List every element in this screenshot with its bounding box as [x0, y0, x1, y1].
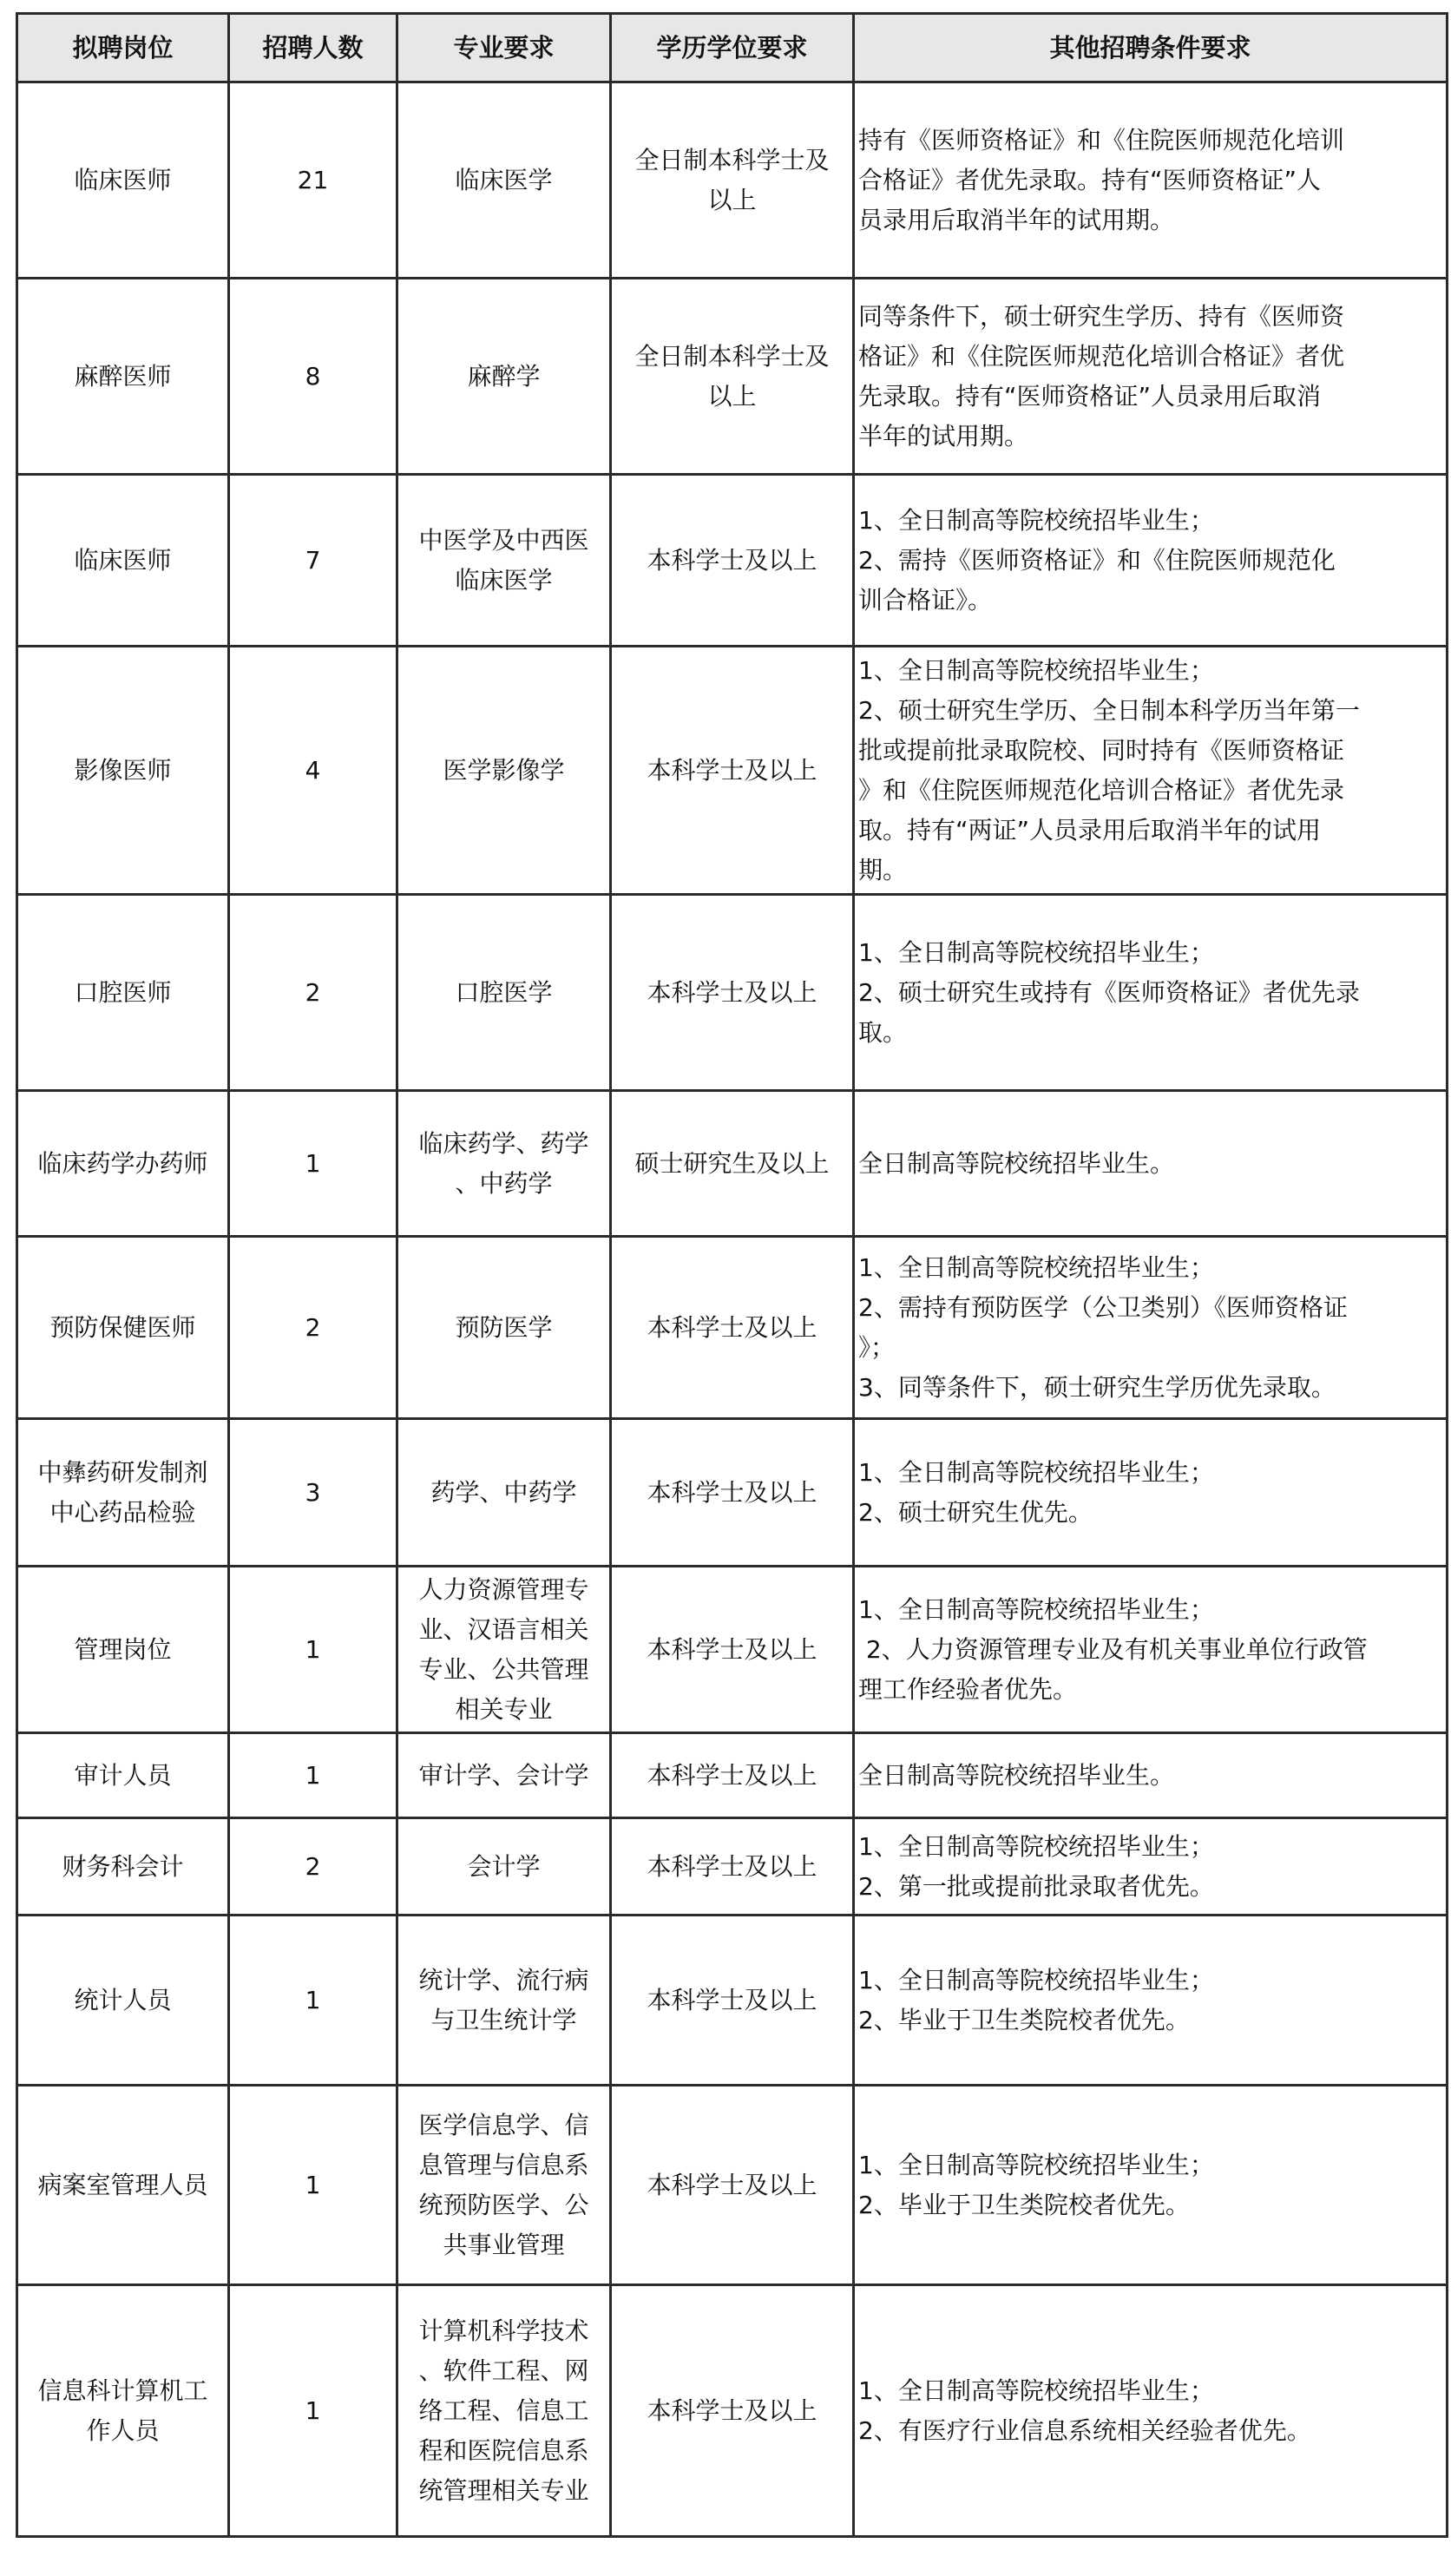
cell-other-requirements-line: 员录用后取消半年的试用期。 [858, 205, 1175, 234]
cell-major-line: 医学影像学 [443, 755, 565, 785]
cell-major [397, 1091, 611, 1237]
cell-other-requirements [854, 1091, 1448, 1237]
cell-other-requirements [854, 1237, 1448, 1419]
cell-major-line: 计算机科学技术 [418, 2316, 589, 2345]
cell-major [397, 1419, 611, 1567]
table-row [17, 279, 1448, 475]
cell-major [397, 82, 611, 279]
cell-major-line: 程和医院信息系 [418, 2435, 589, 2465]
cell-degree [611, 647, 854, 895]
cell-major [397, 2086, 611, 2285]
cell-major-line: 统预防医学、公 [418, 2190, 589, 2219]
cell-position: 口腔医师 [17, 895, 229, 1091]
cell-position-line: 作人员 [86, 2415, 160, 2445]
cell-other-requirements-line: 训合格证》。 [858, 585, 993, 614]
cell-major-line: 临床医学 [455, 565, 553, 595]
cell-major-line: 审计学、会计学 [418, 1760, 589, 1790]
cell-other-requirements [854, 82, 1448, 279]
cell-other-requirements-line: 2、硕士研究生或持有《医师资格证》者优先录 [858, 977, 1360, 1007]
cell-count: 2 [229, 1237, 397, 1419]
table-row [17, 1818, 1448, 1916]
cell-major-line: 医学信息学、信 [418, 2110, 589, 2139]
cell-other-requirements-line: 1、全日制高等院校统招毕业生； [858, 1252, 1214, 1282]
table-row [17, 2086, 1448, 2285]
cell-count: 21 [229, 82, 397, 279]
cell-other-requirements-line: 批或提前批录取院校、同时持有《医师资格证 [858, 735, 1345, 765]
cell-other-requirements-line: 2、需持有预防医学（公卫类别）《医师资格证 [858, 1292, 1348, 1322]
table-row [17, 1091, 1448, 1237]
cell-major-line: 中医学及中西医 [418, 525, 589, 555]
cell-other-requirements-line: 》和《住院医师规范化培训合格证》者优先录 [858, 775, 1345, 805]
table-row [17, 895, 1448, 1091]
header-count: 招聘人数 [229, 14, 397, 82]
table-row [17, 82, 1448, 279]
cell-other-requirements-line: 2、毕业于卫生类院校者优先。 [858, 2190, 1190, 2219]
cell-other-requirements-line: 1、全日制高等院校统招毕业生； [858, 1594, 1214, 1624]
cell-other-requirements-line: 格证》和《住院医师规范化培训合格证》者优 [858, 341, 1345, 371]
table-header-row [17, 14, 1448, 82]
cell-count: 1 [229, 1091, 397, 1237]
cell-other-requirements [854, 1916, 1448, 2086]
cell-major-line: 统计学、流行病 [418, 1965, 589, 1994]
table-row [17, 475, 1448, 647]
cell-position: 统计人员 [17, 1916, 229, 2086]
cell-other-requirements [854, 1733, 1448, 1818]
cell-degree-line: 本科学士及以上 [647, 977, 817, 1007]
cell-degree-line: 本科学士及以上 [647, 1985, 817, 2014]
cell-degree [611, 1237, 854, 1419]
cell-position-line: 信息科计算机工 [37, 2376, 208, 2405]
cell-position: 病案室管理人员 [17, 2086, 229, 2285]
cell-major-line: 、软件工程、网 [418, 2356, 589, 2385]
cell-degree-line: 本科学士及以上 [647, 2395, 817, 2425]
cell-position: 审计人员 [17, 1733, 229, 1818]
cell-other-requirements-line: 2、有医疗行业信息系统相关经验者优先。 [858, 2415, 1311, 2445]
cell-other-requirements-line: 期。 [858, 855, 908, 884]
cell-other-requirements-line: 全日制高等院校统招毕业生。 [858, 1760, 1175, 1790]
cell-degree-line: 以上 [707, 381, 757, 411]
cell-degree [611, 1091, 854, 1237]
cell-position: 预防保健医师 [17, 1237, 229, 1419]
cell-major-line: 相关专业 [455, 1694, 553, 1724]
cell-other-requirements-line: 2、第一批或提前批录取者优先。 [858, 1871, 1214, 1901]
cell-degree [611, 1419, 854, 1567]
cell-degree [611, 1916, 854, 2086]
cell-other-requirements [854, 279, 1448, 475]
cell-other-requirements [854, 2086, 1448, 2285]
cell-position-line: 中心药品检验 [49, 1497, 196, 1527]
cell-degree-line: 本科学士及以上 [647, 1851, 817, 1881]
cell-other-requirements-line: 2、人力资源管理专业及有机关事业单位行政管 [858, 1634, 1368, 1664]
cell-degree-line: 本科学士及以上 [647, 1477, 817, 1507]
cell-major-line: 口腔医学 [455, 977, 553, 1007]
table-row [17, 1419, 1448, 1567]
cell-major [397, 1567, 611, 1733]
cell-count: 3 [229, 1419, 397, 1567]
cell-major-line: 与卫生统计学 [430, 2005, 577, 2034]
cell-degree-line: 本科学士及以上 [647, 1634, 817, 1664]
cell-degree-line: 以上 [707, 185, 757, 214]
cell-major [397, 1916, 611, 2086]
table-row [17, 1237, 1448, 1419]
cell-degree-line: 本科学士及以上 [647, 1760, 817, 1790]
cell-major [397, 1733, 611, 1818]
cell-major [397, 1818, 611, 1916]
cell-major-line: 络工程、信息工 [418, 2395, 589, 2425]
table-row [17, 1567, 1448, 1733]
cell-other-requirements-line: 1、全日制高等院校统招毕业生； [858, 2376, 1214, 2405]
cell-other-requirements-line: 1、全日制高等院校统招毕业生； [858, 1457, 1214, 1487]
cell-position: 临床医师 [17, 82, 229, 279]
cell-position: 影像医师 [17, 647, 229, 895]
cell-other-requirements-line: 1、全日制高等院校统招毕业生； [858, 505, 1214, 535]
cell-position: 临床药学办药师 [17, 1091, 229, 1237]
table-row [17, 647, 1448, 895]
cell-other-requirements-line: 先录取。持有“医师资格证”人员录用后取消 [858, 381, 1322, 411]
cell-major [397, 279, 611, 475]
table-row [17, 1733, 1448, 1818]
cell-other-requirements [854, 2285, 1448, 2537]
cell-other-requirements-line: 取。 [858, 1017, 908, 1047]
cell-major-line: 临床药学、药学 [418, 1128, 589, 1158]
cell-other-requirements-line: 2、毕业于卫生类院校者优先。 [858, 2005, 1190, 2034]
cell-other-requirements [854, 895, 1448, 1091]
cell-other-requirements [854, 1419, 1448, 1567]
cell-other-requirements-line: 2、硕士研究生学历、全日制本科学历当年第一 [858, 695, 1360, 725]
cell-other-requirements [854, 1567, 1448, 1733]
cell-position [17, 2285, 229, 2537]
cell-other-requirements-line: 理工作经验者优先。 [858, 1674, 1078, 1704]
cell-major-line: 预防医学 [455, 1312, 553, 1342]
cell-major-line: 会计学 [467, 1851, 541, 1881]
header-degree: 学历学位要求 [611, 14, 854, 82]
cell-major-line: 共事业管理 [443, 2230, 565, 2259]
cell-other-requirements-line: 取。持有“两证”人员录用后取消半年的试用 [858, 815, 1322, 844]
cell-major [397, 895, 611, 1091]
cell-other-requirements-line: 同等条件下，硕士研究生学历、持有《医师资 [858, 301, 1345, 331]
cell-degree-line: 全日制本科学士及 [634, 341, 830, 371]
cell-count: 7 [229, 475, 397, 647]
cell-position: 管理岗位 [17, 1567, 229, 1733]
cell-other-requirements-line: 1、全日制高等院校统招毕业生； [858, 1831, 1214, 1861]
cell-other-requirements-line: 持有《医师资格证》和《住院医师规范化培训 [858, 125, 1345, 154]
cell-position [17, 1419, 229, 1567]
cell-count: 2 [229, 895, 397, 1091]
cell-major-line: 临床医学 [455, 165, 553, 194]
cell-major-line: 麻醉学 [467, 361, 541, 391]
cell-position-line: 中彝药研发制剂 [37, 1457, 208, 1487]
cell-count: 2 [229, 1818, 397, 1916]
cell-position: 临床医师 [17, 475, 229, 647]
cell-degree [611, 279, 854, 475]
cell-count: 1 [229, 1916, 397, 2086]
cell-major [397, 475, 611, 647]
cell-degree-line: 硕士研究生及以上 [634, 1148, 830, 1178]
cell-major-line: 专业、公共管理 [418, 1654, 589, 1684]
cell-major [397, 1237, 611, 1419]
cell-count: 1 [229, 2285, 397, 2537]
cell-degree [611, 895, 854, 1091]
cell-other-requirements-line: 1、全日制高等院校统招毕业生； [858, 937, 1214, 967]
cell-degree-line: 本科学士及以上 [647, 2170, 817, 2199]
table-row [17, 1916, 1448, 2086]
cell-position: 麻醉医师 [17, 279, 229, 475]
cell-major [397, 2285, 611, 2537]
cell-count: 1 [229, 1733, 397, 1818]
cell-degree [611, 2086, 854, 2285]
cell-other-requirements [854, 647, 1448, 895]
cell-major-line: 、中药学 [455, 1168, 553, 1198]
header-position: 拟聘岗位 [17, 14, 229, 82]
cell-degree-line: 本科学士及以上 [647, 755, 817, 785]
recruitment-table [16, 12, 1448, 2538]
cell-count: 8 [229, 279, 397, 475]
cell-degree [611, 82, 854, 279]
cell-other-requirements-line: 1、全日制高等院校统招毕业生； [858, 655, 1214, 685]
cell-degree-line: 本科学士及以上 [647, 545, 817, 575]
cell-degree [611, 2285, 854, 2537]
cell-other-requirements-line: 2、需持《医师资格证》和《住院医师规范化 [858, 545, 1336, 575]
cell-degree [611, 1733, 854, 1818]
cell-position: 财务科会计 [17, 1818, 229, 1916]
cell-other-requirements-line: 2、硕士研究生优先。 [858, 1497, 1093, 1527]
cell-degree [611, 1567, 854, 1733]
cell-count: 4 [229, 647, 397, 895]
cell-major [397, 647, 611, 895]
cell-other-requirements [854, 1818, 1448, 1916]
cell-other-requirements-line: 全日制高等院校统招毕业生。 [858, 1148, 1175, 1178]
cell-other-requirements-line: 1、全日制高等院校统招毕业生； [858, 1965, 1214, 1994]
cell-degree-line: 全日制本科学士及 [634, 145, 830, 174]
cell-degree-line: 本科学士及以上 [647, 1312, 817, 1342]
table-row [17, 2285, 1448, 2537]
header-other-requirements: 其他招聘条件要求 [854, 14, 1448, 82]
cell-other-requirements-line: 半年的试用期。 [858, 421, 1029, 450]
cell-degree [611, 475, 854, 647]
cell-major-line: 药学、中药学 [430, 1477, 577, 1507]
table-body [17, 82, 1448, 2537]
cell-other-requirements [854, 475, 1448, 647]
cell-count: 1 [229, 1567, 397, 1733]
cell-other-requirements-line: 合格证》者优先录取。持有“医师资格证”人 [858, 165, 1322, 194]
cell-major-line: 业、汉语言相关 [418, 1614, 589, 1644]
cell-major-line: 息管理与信息系 [418, 2150, 589, 2179]
header-major: 专业要求 [397, 14, 611, 82]
cell-degree [611, 1818, 854, 1916]
cell-other-requirements-line: 》； [858, 1332, 896, 1362]
recruitment-table-page [16, 12, 1448, 2538]
cell-other-requirements-line: 1、全日制高等院校统招毕业生； [858, 2150, 1214, 2179]
cell-count: 1 [229, 2086, 397, 2285]
cell-major-line: 统管理相关专业 [418, 2475, 589, 2505]
cell-major-line: 人力资源管理专 [418, 1574, 589, 1604]
cell-other-requirements-line: 3、同等条件下，硕士研究生学历优先录取。 [858, 1372, 1336, 1402]
